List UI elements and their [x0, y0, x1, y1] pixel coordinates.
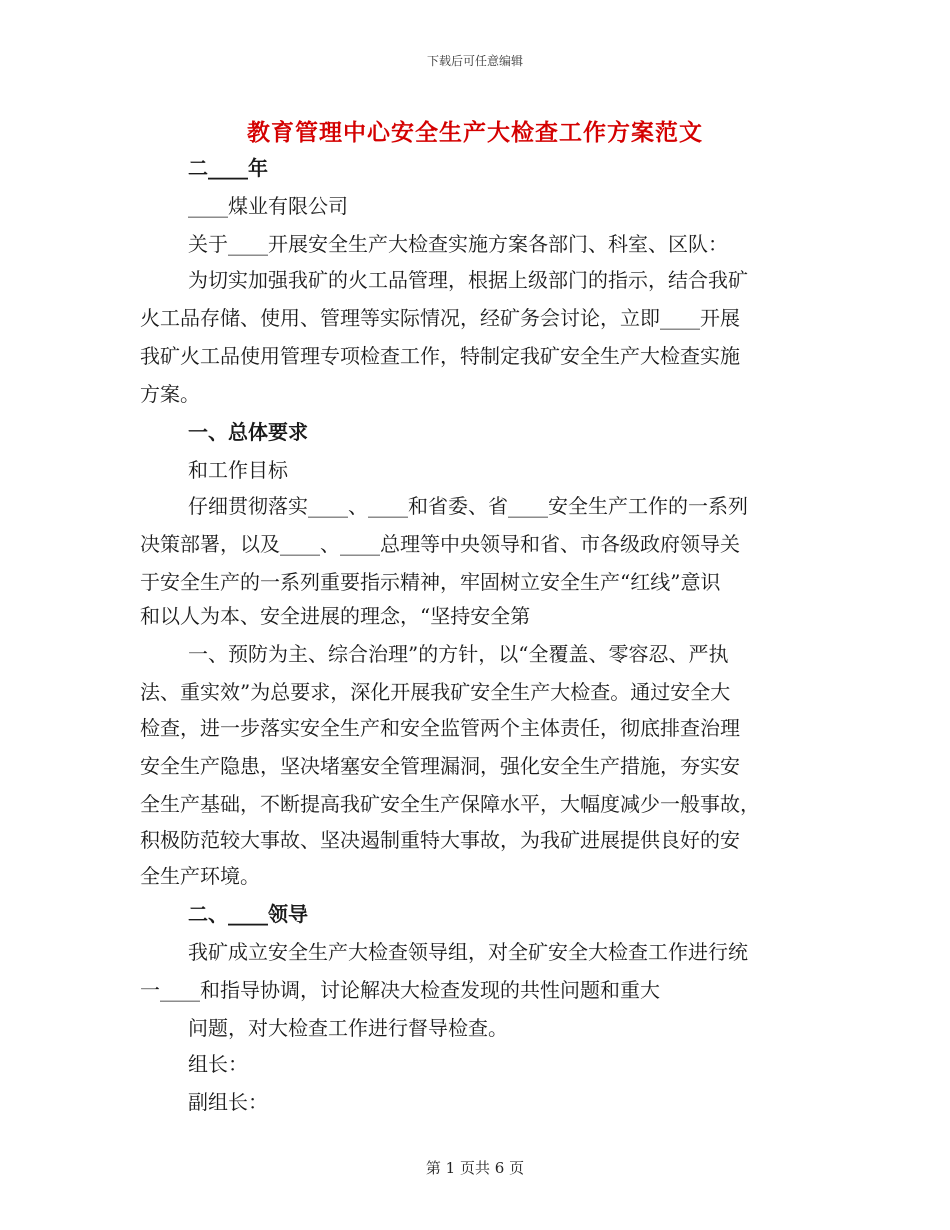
paragraph-line: 仔细贯彻落实____、____和省委、省____安全生产工作的一系列	[188, 494, 748, 518]
paragraph-line: 全生产基础，不断提高我矿安全生产保障水平，大幅度减少一般事故，	[140, 792, 760, 816]
page-header: 下载后可任意编辑	[426, 54, 523, 68]
addressee-line: 关于____开展安全生产大检查实施方案各部门、科室、区队：	[188, 232, 728, 256]
paragraph-line: 积极防范较大事故、坚决遏制重特大事故，为我矿进展提供良好的安	[140, 828, 740, 852]
section-heading: 二、____领导	[188, 902, 308, 926]
paragraph-line: 方案。	[140, 382, 200, 406]
company-line: ____煤业有限公司	[188, 194, 348, 218]
paragraph-line: 安全生产隐患，坚决堵塞安全管理漏洞，强化安全生产措施，夯实安	[140, 754, 740, 778]
paragraph-line: 检查，进一步落实安全生产和安全监管两个主体责任，彻底排查治理	[140, 716, 740, 740]
paragraph-line: 和工作目标	[188, 458, 288, 482]
paragraph-line: 全生产环境。	[140, 864, 260, 888]
paragraph-line: 和以人为本、安全进展的理念，“坚持安全第	[140, 604, 531, 628]
paragraph-line: 法、重实效”为总要求，深化开展我矿安全生产大检查。通过安全大	[140, 680, 731, 704]
paragraph-line: 一____和指导协调，讨论解决大检查发现的共性问题和重大	[140, 978, 660, 1002]
section-heading: 一、总体要求	[188, 420, 308, 444]
page-footer: 第 1 页共 6 页	[425, 1159, 525, 1177]
date-line: 二____年	[188, 156, 268, 180]
paragraph-line: 火工品存储、使用、管理等实际情况，经矿务会讨论，立即____开展	[140, 306, 740, 330]
paragraph-line: 我矿成立安全生产大检查领导组，对全矿安全大检查工作进行统	[188, 940, 748, 964]
paragraph-line: 问题，对大检查工作进行督导检查。	[188, 1016, 508, 1040]
leader-label: 组长：	[188, 1052, 248, 1076]
paragraph-line: 决策部署，以及____、____总理等中央领导和省、市各级政府领导关	[140, 532, 740, 556]
paragraph-line: 我矿火工品使用管理专项检查工作，特制定我矿安全生产大检查实施	[140, 344, 740, 368]
paragraph-line: 于安全生产的一系列重要指示精神，牢固树立安全生产“红线”意识	[140, 570, 721, 594]
paragraph-line: 一、预防为主、综合治理”的方针，以“全覆盖、零容忍、严执	[188, 642, 729, 666]
paragraph-line: 为切实加强我矿的火工品管理，根据上级部门的指示，结合我矿	[188, 268, 748, 292]
document-title: 教育管理中心安全生产大检查工作方案范文	[247, 119, 703, 146]
deputy-leader-label: 副组长：	[188, 1090, 268, 1114]
